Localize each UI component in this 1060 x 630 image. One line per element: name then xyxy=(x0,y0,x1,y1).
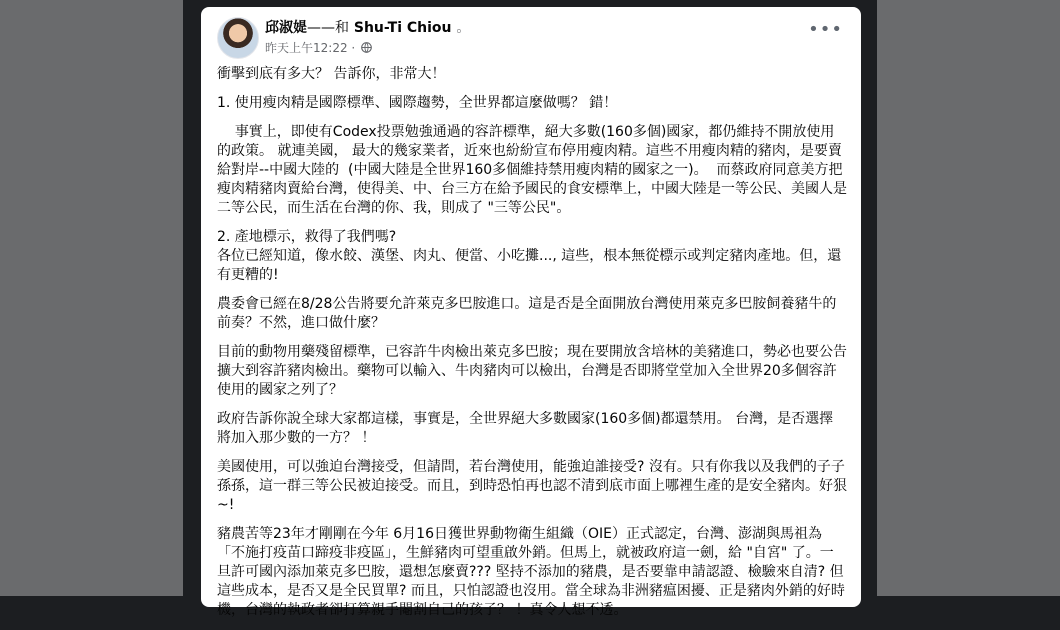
author-avatar[interactable] xyxy=(217,17,259,59)
post-paragraph: 事實上，即使有Codex投票勉強通過的容許標準，絕大多數(160多個)國家，都仍維持不開放使用的政策。 就連美國， 最大的幾家業者，近來也紛紛宣布停用瘦肉精。這些不用瘦肉精的豬肉，是要賣給對岸--中國大陸的 (中國大陸是全世界160多個維持禁用瘦肉精的國家之一)。 而蔡政府同意美方把瘦肉精豬肉賣給台灣，使得美、中、台三方在給予國民的食安標準上，中國大陸是一等公民、美國人是二等公民，而生活在台灣的你、我，則成了 "三等公民"。 xyxy=(217,124,847,216)
post-meta xyxy=(265,39,372,56)
tagged-person[interactable]: Shu-Ti Chiou xyxy=(353,20,452,36)
post-paragraph: 1. 使用瘦肉精是國際標準、國際趨勢，全世界都這麼做嗎？ 錯！ xyxy=(217,95,618,111)
post-timestamp[interactable]: 昨天上午12:22 xyxy=(265,41,348,55)
post-paragraph: 農委會已經在8/28公告將要允許萊克多巴胺進口。這是否是全面開放台灣使用萊克多巴胺飼養豬牛的前奏？不然，進口做什麼？ xyxy=(217,296,837,331)
post-card xyxy=(201,7,861,618)
post-paragraph: 美國使用，可以強迫台灣接受，但請問，若台灣使用，能強迫誰接受? 沒有。只有你我以及我們的子子孫孫，這一群三等公民被迫接受。而且，到時恐怕再也認不清到底市面上哪裡生產的是安全豬肉。好狠~! xyxy=(217,459,847,513)
with-connector: 和 xyxy=(335,20,349,36)
meta-separator: · xyxy=(351,41,356,55)
post-header-authors: 邱淑媞——和 Shu-Ti Chiou 。 xyxy=(265,20,471,36)
post-paragraph: 衝擊到底有多大？ 告訴你，非常大！ xyxy=(217,66,446,82)
post-paragraph: 目前的動物用藥殘留標準，已容許牛肉檢出萊克多巴胺；現在要開放含培林的美豬進口，勢必也要公告擴大到容許豬肉檢出。藥物可以輸入、牛肉豬肉可以檢出，台灣是否即將堂堂加入全世界20多個容許使用的國家之列了？ xyxy=(217,344,847,398)
post-paragraph: 2. 產地標示，救得了我們嗎? 各位已經知道，像水餃、漢堡、肉丸、便當、小吃攤..., 這些，根本無從標示或判定豬肉產地。但，還有更糟的! xyxy=(217,229,842,283)
post-body xyxy=(217,65,847,630)
more-options-icon[interactable]: ••• xyxy=(808,19,843,40)
post-paragraph: 豬農苦等23年才剛剛在今年 6月16日獲世界動物衛生組織（OIE）正式認定，台灣、澎湖與馬祖為「不施打疫苗口蹄疫非疫區」，生鮮豬肉可望重啟外銷。但馬上，就被政府這一劍，給 "自宮" 了。一旦許可國內添加萊克多巴胺，還想怎麼賣??? 堅持不添加的豬農，是否要靠申請認證、檢驗來自清? 但這些成本，是否又是全民買單? 而且，只怕認證也沒用。當全球為非洲豬瘟困擾、正是豬肉外銷的好時機，台灣的執政者卻打算親手閹割自己的孩子？ ！真令人想不透。 xyxy=(217,526,845,618)
background-right-panel xyxy=(877,0,1060,596)
author-name[interactable]: 邱淑媞 xyxy=(265,20,307,36)
post-paragraph: 政府告訴你說全球大家都這樣，事實是，全世界絕大多數國家(160多個)都還禁用。 台灣，是否選擇將加入那少數的一方？ ！ xyxy=(217,411,834,446)
globe-icon xyxy=(361,42,372,53)
background-left-panel xyxy=(0,0,183,596)
